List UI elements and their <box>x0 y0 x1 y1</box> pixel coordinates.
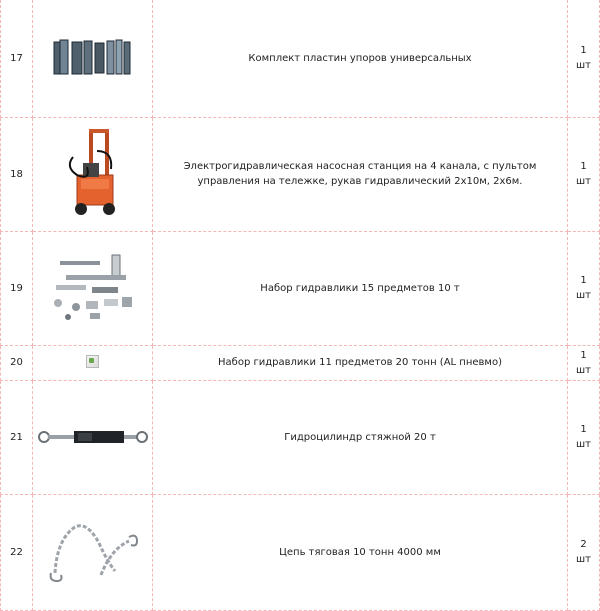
product-image-cell <box>33 117 153 231</box>
quantity-cell <box>568 231 600 345</box>
product-image-cell <box>33 494 153 610</box>
table-row <box>1 380 600 494</box>
product-name: Цепь тяговая 10 тонн 4000 мм <box>153 494 568 610</box>
row-number: 18 <box>1 117 33 231</box>
product-name: Набор гидравлики 11 предметов 20 тонн (AL пневмо) <box>153 345 568 380</box>
steel-plates-image <box>48 36 138 80</box>
quantity-value: 1 <box>580 45 587 57</box>
hydraulic-kit-image <box>46 253 140 323</box>
row-number: 19 <box>1 231 33 345</box>
tow-chain-image <box>45 519 141 585</box>
product-image-cell <box>33 380 153 494</box>
row-number: 22 <box>1 494 33 610</box>
quantity-value: 1 <box>580 349 587 361</box>
product-name: Комплект пластин упоров универсальных <box>153 0 568 117</box>
quantity-value: 1 <box>580 161 587 172</box>
quantity-unit: шт <box>576 554 591 565</box>
quantity-value: 2 <box>580 539 587 550</box>
quantity-cell <box>568 494 600 610</box>
product-name: Электрогидравлическая насосная станция на 4 канала, с пультом управления на тележке, рукав гидравлический 2х10м, 2х6м. <box>153 117 568 231</box>
product-image-cell <box>33 0 153 117</box>
quantity-unit: шт <box>576 176 591 187</box>
pump-station-image <box>63 127 123 221</box>
row-number: 20 <box>1 345 33 380</box>
table-row <box>1 231 600 345</box>
table-row <box>1 117 600 231</box>
pull-cylinder-image <box>38 426 148 448</box>
quantity-value: 1 <box>580 275 587 286</box>
row-number: 17 <box>1 0 33 117</box>
quantity-unit: шт <box>576 60 591 72</box>
quantity-unit: шт <box>576 290 591 301</box>
product-name: Гидроцилиндр стяжной 20 т <box>153 380 568 494</box>
quantity-cell <box>568 0 600 117</box>
row-number: 21 <box>1 380 33 494</box>
quantity-cell <box>568 345 600 380</box>
product-name: Набор гидравлики 15 предметов 10 т <box>153 231 568 345</box>
quantity-cell <box>568 380 600 494</box>
broken-image-icon <box>86 355 99 368</box>
quantity-value: 1 <box>580 424 587 435</box>
quantity-unit: шт <box>576 439 591 450</box>
table-row <box>1 0 600 117</box>
product-image-cell <box>33 345 153 380</box>
table-row <box>1 345 600 380</box>
product-image-cell <box>33 231 153 345</box>
table-row <box>1 494 600 610</box>
quantity-unit: шт <box>576 364 591 376</box>
quantity-cell <box>568 117 600 231</box>
